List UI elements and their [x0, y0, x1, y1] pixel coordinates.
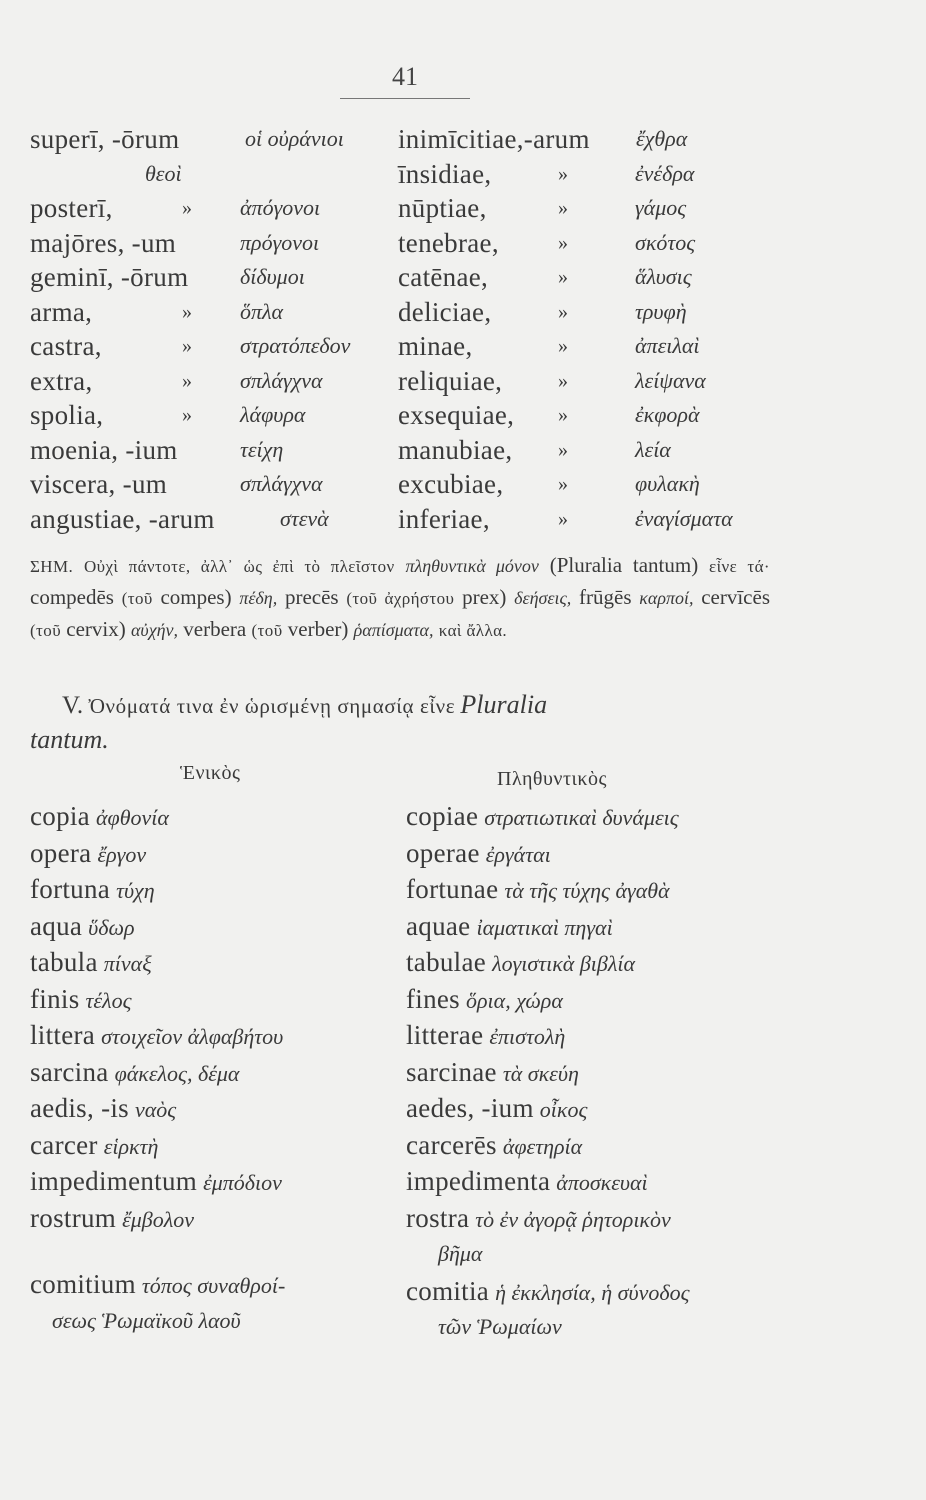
- latin-word: arma,: [30, 296, 93, 327]
- latin-word: rostrum: [30, 1202, 117, 1233]
- list-item: [30, 1163, 390, 1200]
- list-item: [30, 364, 390, 399]
- latin-word: impedimentum: [30, 1166, 198, 1196]
- note-text: (τοῦ: [121, 589, 153, 608]
- greek-translation: ἐργάται: [485, 841, 551, 867]
- list-item: [406, 908, 906, 945]
- greek-translation: λογιστικὰ βιβλία: [492, 951, 636, 976]
- singular-header: Ἑνικὸς: [180, 762, 241, 784]
- greek-translation: ἡ ἐκκλησία, ἡ σύνοδος: [495, 1279, 690, 1305]
- greek-translation: τρυφὴ: [635, 298, 687, 324]
- latin-word: impedimenta: [406, 1166, 551, 1196]
- note-latin: compes): [160, 585, 232, 609]
- latin-word: nūptiae,: [398, 193, 487, 223]
- list-item: [398, 467, 918, 502]
- greek-translation: ἀφετηρία: [502, 1133, 583, 1159]
- ditto-mark: »: [182, 335, 193, 357]
- ditto-mark: »: [558, 300, 568, 323]
- note-greek: αὐχήν,: [130, 620, 179, 640]
- plural-header: Πληθυντικὸς: [497, 768, 607, 790]
- note-latin: precēs: [284, 585, 339, 609]
- ditto-mark: »: [182, 404, 193, 426]
- greek-translation: ναὸς: [134, 1097, 177, 1122]
- page-number-rule: [340, 98, 470, 99]
- note-text: καὶ ἄλλα.: [438, 621, 508, 640]
- latin-word: moenia, -ium: [30, 434, 178, 465]
- note-latin: verbera: [183, 617, 247, 641]
- note-greek: καρποί,: [639, 588, 694, 608]
- note-latin: compedēs: [30, 585, 114, 609]
- greek-translation: τὰ τῆς τύχης ἀγαθὰ: [504, 878, 670, 903]
- greek-translation: σπλάγχνα: [240, 367, 323, 393]
- greek-translation: στενὰ: [280, 505, 329, 531]
- list-item: [406, 1273, 906, 1310]
- greek-translation: θεοὶ: [145, 160, 182, 186]
- list-item: [398, 502, 918, 537]
- greek-translation: τύχη: [116, 878, 155, 903]
- list-item: [30, 502, 390, 537]
- note-text: (τοῦ ἀχρήστου: [346, 589, 455, 608]
- list-item: [406, 981, 906, 1018]
- list-item: [30, 1017, 390, 1054]
- greek-translation: πίναξ: [103, 951, 152, 976]
- greek-translation: ἐκφορὰ: [635, 402, 700, 427]
- list-item: [406, 1017, 906, 1054]
- latin-word: īnsidiae,: [398, 158, 492, 189]
- latin-word: comitia: [406, 1275, 490, 1306]
- note-greek: πληθυντικὰ μόνον: [405, 556, 539, 576]
- list-item: [30, 467, 390, 502]
- list-item: [398, 433, 918, 468]
- greek-translation: ἅλυσις: [635, 264, 692, 289]
- greek-translation: οἶκος: [539, 1097, 588, 1122]
- list-item: [398, 295, 918, 330]
- list-item: [406, 835, 906, 872]
- greek-translation: εἱρκτὴ: [103, 1133, 159, 1159]
- latin-word: catēnae,: [398, 262, 489, 292]
- latin-word: finis: [30, 983, 80, 1014]
- list-item: [30, 1266, 390, 1303]
- greek-translation: ἐπιστολὴ: [489, 1024, 566, 1049]
- list-item: [406, 871, 906, 908]
- list-item: [398, 226, 918, 261]
- greek-translation: ἔργον: [97, 841, 147, 867]
- section-italic: Pluralia: [460, 690, 548, 719]
- ditto-mark: »: [558, 507, 568, 530]
- greek-translation: στρατόπεδον: [240, 333, 351, 358]
- greek-translation: λείψανα: [635, 367, 706, 393]
- note-greek: δεήσεις,: [514, 588, 572, 608]
- note-latin: (Pluralia tantum): [549, 553, 699, 577]
- greek-translation: τῶν Ῥωμαίων: [438, 1314, 562, 1339]
- latin-word: fortunae: [406, 874, 499, 904]
- list-item: [30, 226, 390, 261]
- latin-word: superī, -ōrum: [30, 124, 180, 154]
- ditto-mark: »: [558, 369, 568, 392]
- greek-translation: στοιχεῖον ἀλφαβήτου: [101, 1024, 284, 1049]
- note-greek: πέδη,: [239, 588, 278, 608]
- list-item: [30, 944, 390, 981]
- greek-translation: ὅρια, χώρα: [465, 987, 563, 1013]
- ditto-mark: »: [558, 404, 568, 426]
- greek-translation: δίδυμοι: [240, 264, 305, 289]
- greek-translation: ἀφθονία: [95, 805, 169, 830]
- latin-word: aedes, -ium: [406, 1093, 534, 1123]
- greek-translation: ὅπλα: [240, 298, 284, 324]
- note-paragraph: [30, 550, 770, 646]
- latin-word: exsequiae,: [398, 400, 515, 430]
- list-item: [398, 260, 918, 295]
- greek-translation: σεως Ῥωμαϊκοῦ λαοῦ: [52, 1307, 241, 1333]
- latin-word: manubiae,: [398, 434, 513, 465]
- ditto-mark: »: [182, 197, 193, 219]
- greek-translation: ἐμπόδιον: [203, 1170, 282, 1195]
- plural-only-list-left: [30, 122, 390, 536]
- list-item: [30, 1090, 390, 1127]
- list-item: [30, 260, 390, 295]
- list-item: [406, 1090, 906, 1127]
- note-label: ΣΗΜ.: [30, 557, 74, 576]
- spacer: [30, 1236, 390, 1266]
- note-latin: cervīcēs: [701, 585, 770, 609]
- latin-word: rostra: [406, 1202, 470, 1233]
- latin-word: deliciae,: [398, 296, 492, 327]
- section-italic: tantum.: [30, 725, 109, 754]
- plural-list: [406, 798, 906, 1346]
- latin-word: copiae: [406, 801, 479, 831]
- latin-word: aqua: [30, 910, 83, 941]
- list-item: [406, 1309, 906, 1346]
- greek-translation: τὸ ἐν ἀγορᾷ ῥητορικὸν: [475, 1206, 671, 1232]
- list-item: [30, 1200, 390, 1237]
- ditto-mark: »: [182, 369, 193, 392]
- latin-word: extra,: [30, 365, 93, 396]
- note-latin: verber): [287, 617, 349, 641]
- latin-word: fines: [406, 983, 460, 1014]
- list-item: [406, 1200, 906, 1237]
- list-item: [30, 908, 390, 945]
- list-item: [30, 329, 390, 364]
- ditto-mark: »: [558, 162, 568, 185]
- list-item: [30, 122, 390, 157]
- ditto-mark: »: [182, 300, 193, 323]
- plural-only-list-right: [398, 122, 918, 536]
- list-item: [406, 944, 906, 981]
- latin-word: majōres, -um: [30, 227, 177, 258]
- ditto-mark: »: [558, 266, 568, 288]
- latin-word: copia: [30, 801, 90, 831]
- ditto-mark: »: [558, 473, 568, 495]
- list-item: [30, 433, 390, 468]
- latin-word: littera: [30, 1020, 96, 1050]
- list-item: [398, 157, 918, 192]
- latin-word: reliquiae,: [398, 365, 503, 396]
- list-item: [30, 981, 390, 1018]
- latin-word: tenebrae,: [398, 227, 499, 258]
- list-item: [30, 1303, 390, 1340]
- list-item: [30, 295, 390, 330]
- latin-word: viscera, -um: [30, 469, 168, 499]
- list-item: [30, 798, 390, 835]
- singular-list: [30, 798, 390, 1339]
- list-item: [30, 1054, 390, 1091]
- latin-word: posterī,: [30, 193, 113, 223]
- latin-word: carcerēs: [406, 1129, 497, 1160]
- latin-word: spolia,: [30, 400, 104, 430]
- greek-translation: φυλακὴ: [635, 471, 700, 496]
- list-item: [398, 398, 918, 433]
- latin-word: minae,: [398, 331, 473, 361]
- latin-word: comitium: [30, 1269, 136, 1299]
- ditto-mark: »: [558, 438, 568, 461]
- greek-translation: βῆμα: [438, 1241, 483, 1266]
- latin-word: castra,: [30, 331, 102, 361]
- latin-word: litterae: [406, 1020, 484, 1050]
- ditto-mark: »: [558, 231, 568, 254]
- list-item: [398, 364, 918, 399]
- greek-translation: γάμος: [635, 195, 687, 220]
- list-item: [406, 1127, 906, 1164]
- greek-translation: λεία: [635, 436, 671, 462]
- note-text: εἶνε τά·: [709, 557, 770, 576]
- greek-translation: τείχη: [240, 436, 284, 462]
- list-item: [30, 398, 390, 433]
- latin-word: angustiae, -arum: [30, 503, 215, 534]
- latin-word: sarcina: [30, 1056, 109, 1087]
- latin-word: aedis, -is: [30, 1093, 129, 1123]
- latin-word: sarcinae: [406, 1056, 497, 1087]
- section-heading: [30, 688, 770, 758]
- greek-translation: τὰ σκεύη: [502, 1060, 579, 1086]
- list-item: [406, 1163, 906, 1200]
- latin-word: geminī, -ōrum: [30, 262, 189, 292]
- list-item: [406, 1054, 906, 1091]
- list-item: [398, 191, 918, 226]
- list-item: [30, 191, 390, 226]
- latin-word: inimīcitiae,-arum: [398, 124, 590, 154]
- note-text: Οὐχὶ πάντοτε, ἀλλ᾽ ὡς ἐπὶ τὸ πλεῖστον: [83, 557, 395, 576]
- latin-word: tabulae: [406, 947, 487, 977]
- list-item: [30, 1127, 390, 1164]
- note-latin: prex): [462, 585, 507, 609]
- greek-translation: φάκελος, δέμα: [114, 1060, 240, 1086]
- greek-translation: σπλάγχνα: [240, 471, 323, 496]
- greek-translation: τόπος συναθροί-: [141, 1273, 286, 1298]
- greek-translation: πρόγονοι: [240, 229, 320, 255]
- page-number: 41: [392, 62, 418, 91]
- greek-translation: τέλος: [85, 987, 132, 1013]
- greek-translation: ὕδωρ: [88, 914, 135, 940]
- greek-translation: ἀπειλαὶ: [635, 333, 700, 358]
- list-item: [30, 157, 390, 192]
- latin-word: tabula: [30, 947, 98, 977]
- list-item: [398, 122, 918, 157]
- section-number: V.: [62, 692, 84, 719]
- greek-translation: ἰαματικαὶ πηγαὶ: [476, 914, 613, 940]
- list-item: [406, 798, 906, 835]
- ditto-mark: »: [558, 335, 568, 357]
- list-item: [398, 329, 918, 364]
- greek-translation: λάφυρα: [240, 402, 306, 427]
- greek-translation: ἐναγίσματα: [635, 505, 733, 531]
- greek-translation: σκότος: [635, 229, 696, 255]
- note-text: (τοῦ: [251, 621, 283, 640]
- list-item: [30, 871, 390, 908]
- greek-translation: οἱ οὐράνιοι: [245, 126, 344, 151]
- greek-translation: ἀποσκευαὶ: [556, 1170, 648, 1195]
- latin-word: operae: [406, 837, 480, 868]
- latin-word: carcer: [30, 1129, 98, 1160]
- list-item: [30, 835, 390, 872]
- greek-translation: ἀπόγονοι: [240, 195, 321, 220]
- greek-translation: στρατιωτικαὶ δυνάμεις: [484, 805, 679, 830]
- list-item: [406, 1236, 906, 1273]
- latin-word: aquae: [406, 910, 471, 941]
- note-latin: frūgēs: [579, 585, 632, 609]
- latin-word: inferiae,: [398, 503, 490, 534]
- latin-word: excubiae,: [398, 469, 504, 499]
- greek-translation: ἔχθρα: [636, 126, 688, 151]
- note-latin: cervix): [66, 617, 126, 641]
- ditto-mark: »: [558, 197, 568, 219]
- section-text: Ὀνόματά τινα ἐν ὡρισμένῃ σημασίᾳ εἶνε: [88, 694, 456, 718]
- greek-translation: ἐνέδρα: [635, 160, 695, 186]
- note-text: (τοῦ: [30, 621, 62, 640]
- latin-word: fortuna: [30, 874, 111, 904]
- latin-word: opera: [30, 837, 92, 868]
- note-greek: ῥαπίσματα,: [353, 620, 434, 640]
- greek-translation: ἔμβολον: [122, 1206, 195, 1232]
